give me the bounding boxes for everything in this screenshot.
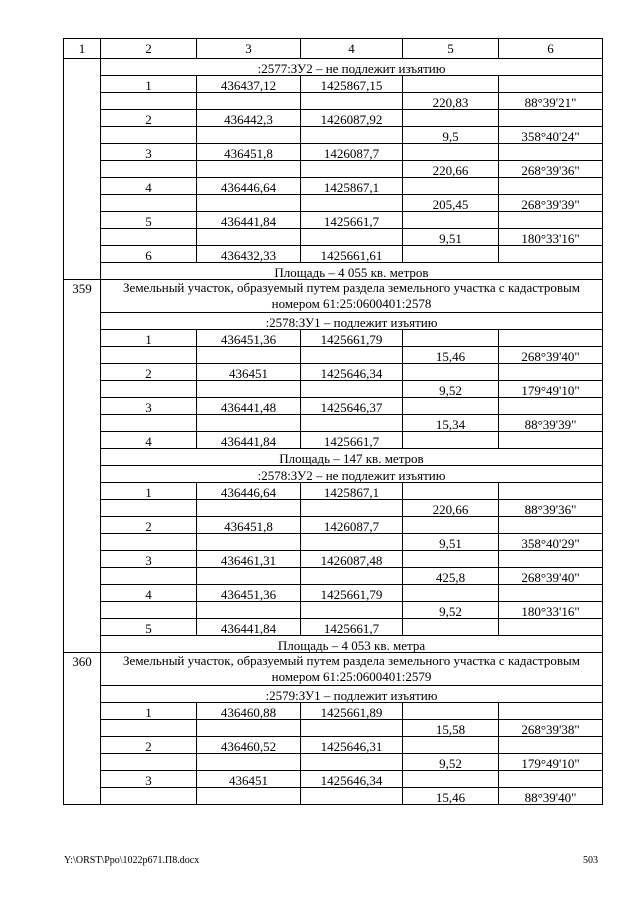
parcel-label-row <box>64 636 603 653</box>
table-row <box>64 483 603 500</box>
table-cell <box>403 212 499 229</box>
table-row <box>64 398 603 415</box>
table-cell <box>499 110 603 127</box>
table-cell: 205,45 <box>403 195 499 212</box>
table-row <box>64 347 603 364</box>
parcel-label: :2578:ЗУ1 – подлежит изъятию <box>101 313 603 330</box>
table-cell: 1425661,79 <box>301 330 403 347</box>
table-cell <box>301 93 403 110</box>
table-cell <box>101 754 197 771</box>
table-cell <box>403 330 499 347</box>
table-cell <box>403 585 499 602</box>
table-cell: 1425661,79 <box>301 585 403 602</box>
table-cell: 268°39'40" <box>499 347 603 364</box>
table-cell: 436451 <box>197 364 301 381</box>
table-cell: 88°39'39" <box>499 415 603 432</box>
table-cell <box>301 568 403 585</box>
table-cell <box>197 788 301 805</box>
table-cell: 15,58 <box>403 720 499 737</box>
table-cell: 4 <box>101 432 197 449</box>
parcel-label-row <box>64 313 603 330</box>
table-cell: 425,8 <box>403 568 499 585</box>
section-number-cell <box>64 59 101 280</box>
table-cell <box>301 415 403 432</box>
table-cell <box>499 246 603 263</box>
table-cell <box>101 568 197 585</box>
table-cell: 1425867,15 <box>301 76 403 93</box>
table-cell: 6 <box>101 246 197 263</box>
table-cell: 436451,36 <box>197 585 301 602</box>
table-cell <box>197 500 301 517</box>
table-cell <box>197 534 301 551</box>
table-row <box>64 195 603 212</box>
table-cell: 1426087,7 <box>301 144 403 161</box>
table-row <box>64 568 603 585</box>
table-cell: 220,66 <box>403 161 499 178</box>
table-cell: 15,34 <box>403 415 499 432</box>
table-cell <box>403 364 499 381</box>
table-cell: 220,83 <box>403 93 499 110</box>
table-cell: 5 <box>101 619 197 636</box>
table-cell: 88°39'40" <box>499 788 603 805</box>
parcel-label: Площадь – 4 055 кв. метров <box>101 263 603 280</box>
table-cell <box>403 703 499 720</box>
table-cell <box>499 398 603 415</box>
parcel-label-row <box>64 263 603 280</box>
table-row <box>64 703 603 720</box>
table-cell: 436437,12 <box>197 76 301 93</box>
parcel-description: Земельный участок, образуемый путем раздела земельного участка с кадастровым номером 61:25:0600401:2579 <box>101 653 603 686</box>
table-cell: 180°33'16" <box>499 602 603 619</box>
table-row <box>64 619 603 636</box>
table-cell <box>499 76 603 93</box>
table-cell <box>197 127 301 144</box>
table-cell <box>403 771 499 788</box>
table-cell <box>197 720 301 737</box>
table-row <box>64 432 603 449</box>
table-cell <box>197 754 301 771</box>
table-cell: 1425661,61 <box>301 246 403 263</box>
header-cell: 2 <box>101 39 197 59</box>
table-cell <box>101 93 197 110</box>
table-cell: 180°33'16" <box>499 229 603 246</box>
table-cell <box>499 585 603 602</box>
table-cell <box>403 246 499 263</box>
table-cell: 1425646,31 <box>301 737 403 754</box>
table-cell <box>197 415 301 432</box>
table-cell <box>301 229 403 246</box>
table-row <box>64 754 603 771</box>
table-cell <box>403 483 499 500</box>
table-cell: 4 <box>101 585 197 602</box>
table-cell: 1 <box>101 483 197 500</box>
table-row <box>64 737 603 754</box>
header-cell: 4 <box>301 39 403 59</box>
table-cell: 436446,64 <box>197 483 301 500</box>
table-row <box>64 551 603 568</box>
table-cell <box>499 364 603 381</box>
table-row <box>64 229 603 246</box>
table-cell: 1425646,34 <box>301 364 403 381</box>
table-cell <box>101 720 197 737</box>
table-cell <box>197 381 301 398</box>
parcel-label: :2579:ЗУ1 – подлежит изъятию <box>101 686 603 703</box>
table-cell: 9,52 <box>403 602 499 619</box>
table-cell <box>499 703 603 720</box>
table-row <box>64 212 603 229</box>
table-cell <box>101 415 197 432</box>
table-cell: 436451,36 <box>197 330 301 347</box>
table-row <box>64 381 603 398</box>
table-cell: 436451,8 <box>197 517 301 534</box>
table-cell: 436446,64 <box>197 178 301 195</box>
table-cell: 179°49'10" <box>499 754 603 771</box>
table-cell <box>301 788 403 805</box>
parcel-label: :2577:ЗУ2 – не подлежит изъятию <box>101 59 603 76</box>
table-row <box>64 76 603 93</box>
table-cell: 179°49'10" <box>499 381 603 398</box>
table-cell <box>301 720 403 737</box>
table-cell: 2 <box>101 737 197 754</box>
table-cell: 436441,84 <box>197 212 301 229</box>
table-cell: 1425661,7 <box>301 619 403 636</box>
table-cell: 88°39'36" <box>499 500 603 517</box>
table-row <box>64 127 603 144</box>
table-cell <box>301 602 403 619</box>
table-cell: 9,52 <box>403 754 499 771</box>
table-cell <box>301 534 403 551</box>
parcel-description-row <box>64 653 603 686</box>
parcel-description-row <box>64 280 603 313</box>
table-cell <box>197 229 301 246</box>
table-cell <box>403 178 499 195</box>
table-cell: 1 <box>101 76 197 93</box>
table-row <box>64 720 603 737</box>
table-cell: 5 <box>101 212 197 229</box>
table-cell: 1425661,7 <box>301 212 403 229</box>
table-cell <box>301 161 403 178</box>
table-cell <box>403 432 499 449</box>
table-row <box>64 364 603 381</box>
table-cell <box>101 127 197 144</box>
table-cell <box>403 619 499 636</box>
table-row <box>64 330 603 347</box>
table-row <box>64 246 603 263</box>
table-cell: 1426087,92 <box>301 110 403 127</box>
table-cell <box>301 500 403 517</box>
table-cell <box>301 381 403 398</box>
table-cell: 436460,52 <box>197 737 301 754</box>
table-row <box>64 178 603 195</box>
table-cell <box>197 195 301 212</box>
table-cell <box>499 178 603 195</box>
header-cell: 3 <box>197 39 301 59</box>
table-cell: 436432,33 <box>197 246 301 263</box>
footer-page-number: 503 <box>583 855 598 866</box>
table-cell: 358°40'29" <box>499 534 603 551</box>
table-cell <box>499 737 603 754</box>
table-cell: 15,46 <box>403 347 499 364</box>
table-cell: 9,51 <box>403 229 499 246</box>
table-cell <box>197 602 301 619</box>
table-cell <box>499 517 603 534</box>
table-cell: 1425661,89 <box>301 703 403 720</box>
table-header-row <box>64 39 603 59</box>
table-cell: 220,66 <box>403 500 499 517</box>
table-cell <box>101 381 197 398</box>
table-cell: 1425646,34 <box>301 771 403 788</box>
table-row <box>64 771 603 788</box>
table-cell <box>197 93 301 110</box>
table-cell: 268°39'36" <box>499 161 603 178</box>
table-cell: 268°39'38" <box>499 720 603 737</box>
table-row <box>64 500 603 517</box>
table-cell <box>197 568 301 585</box>
table-cell <box>403 551 499 568</box>
table-cell: 3 <box>101 144 197 161</box>
parcel-description: Земельный участок, образуемый путем раздела земельного участка с кадастровым номером 61:25:0600401:2578 <box>101 280 603 313</box>
table-cell <box>101 602 197 619</box>
table-cell <box>499 212 603 229</box>
table-cell <box>403 76 499 93</box>
table-row <box>64 517 603 534</box>
table-row <box>64 161 603 178</box>
header-cell: 5 <box>403 39 499 59</box>
table-cell <box>403 737 499 754</box>
table-cell <box>301 754 403 771</box>
table-cell: 436460,88 <box>197 703 301 720</box>
table-cell: 436441,84 <box>197 432 301 449</box>
section-number-cell: 360 <box>64 653 101 805</box>
table-cell <box>197 347 301 364</box>
table-cell <box>101 195 197 212</box>
table-row <box>64 415 603 432</box>
table-row <box>64 788 603 805</box>
table-cell <box>403 517 499 534</box>
table-cell: 1425867,1 <box>301 483 403 500</box>
parcel-label: Площадь – 4 053 кв. метра <box>101 636 603 653</box>
table-cell <box>101 229 197 246</box>
parcel-label: :2578:ЗУ2 – не подлежит изъятию <box>101 466 603 483</box>
table-cell: 436442,3 <box>197 110 301 127</box>
table-cell: 1425646,37 <box>301 398 403 415</box>
table-cell <box>499 144 603 161</box>
table-cell <box>499 330 603 347</box>
header-cell: 6 <box>499 39 603 59</box>
table-cell <box>197 161 301 178</box>
table-cell <box>301 347 403 364</box>
table-cell <box>499 619 603 636</box>
table-cell: 1 <box>101 330 197 347</box>
section-number-cell: 359 <box>64 280 101 653</box>
table-cell: 268°39'39" <box>499 195 603 212</box>
table-cell: 436451,8 <box>197 144 301 161</box>
table-cell <box>301 195 403 212</box>
table-cell <box>403 398 499 415</box>
table-row <box>64 110 603 127</box>
table-cell: 1 <box>101 703 197 720</box>
table-cell: 1426087,7 <box>301 517 403 534</box>
table-cell <box>301 127 403 144</box>
table-cell: 1425661,7 <box>301 432 403 449</box>
table-cell: 3 <box>101 551 197 568</box>
table-cell <box>101 161 197 178</box>
table-cell <box>403 110 499 127</box>
table-cell <box>403 144 499 161</box>
parcel-label-row <box>64 449 603 466</box>
table-cell: 4 <box>101 178 197 195</box>
table-row <box>64 93 603 110</box>
footer-file-path: Y:\ORST\Ppo\1022p671.П8.docx <box>64 855 200 866</box>
table-cell <box>101 534 197 551</box>
table-cell <box>499 771 603 788</box>
table-cell: 436451 <box>197 771 301 788</box>
table-cell: 9,51 <box>403 534 499 551</box>
table-cell: 436461,31 <box>197 551 301 568</box>
table-cell: 15,46 <box>403 788 499 805</box>
table-cell: 1425867,1 <box>301 178 403 195</box>
table-row <box>64 585 603 602</box>
table-cell <box>499 551 603 568</box>
table-cell: 2 <box>101 517 197 534</box>
table-cell <box>499 432 603 449</box>
parcel-label-row <box>64 466 603 483</box>
table-cell: 1426087,48 <box>301 551 403 568</box>
table-cell: 9,5 <box>403 127 499 144</box>
header-cell: 1 <box>64 39 101 59</box>
table-cell: 3 <box>101 771 197 788</box>
table-cell: 436441,84 <box>197 619 301 636</box>
table-cell: 2 <box>101 364 197 381</box>
table-cell: 358°40'24" <box>499 127 603 144</box>
table-cell <box>101 347 197 364</box>
table-cell <box>101 500 197 517</box>
coordinates-table <box>63 38 603 805</box>
parcel-label-row <box>64 686 603 703</box>
parcel-label-row <box>64 59 603 76</box>
table-row <box>64 534 603 551</box>
table-row <box>64 144 603 161</box>
table-cell: 2 <box>101 110 197 127</box>
table-cell: 268°39'40" <box>499 568 603 585</box>
table-row <box>64 602 603 619</box>
table-cell: 436441,48 <box>197 398 301 415</box>
parcel-label: Площадь – 147 кв. метров <box>101 449 603 466</box>
table-cell: 3 <box>101 398 197 415</box>
table-cell <box>499 483 603 500</box>
table-cell: 88°39'21" <box>499 93 603 110</box>
table-cell <box>101 788 197 805</box>
table-cell: 9,52 <box>403 381 499 398</box>
